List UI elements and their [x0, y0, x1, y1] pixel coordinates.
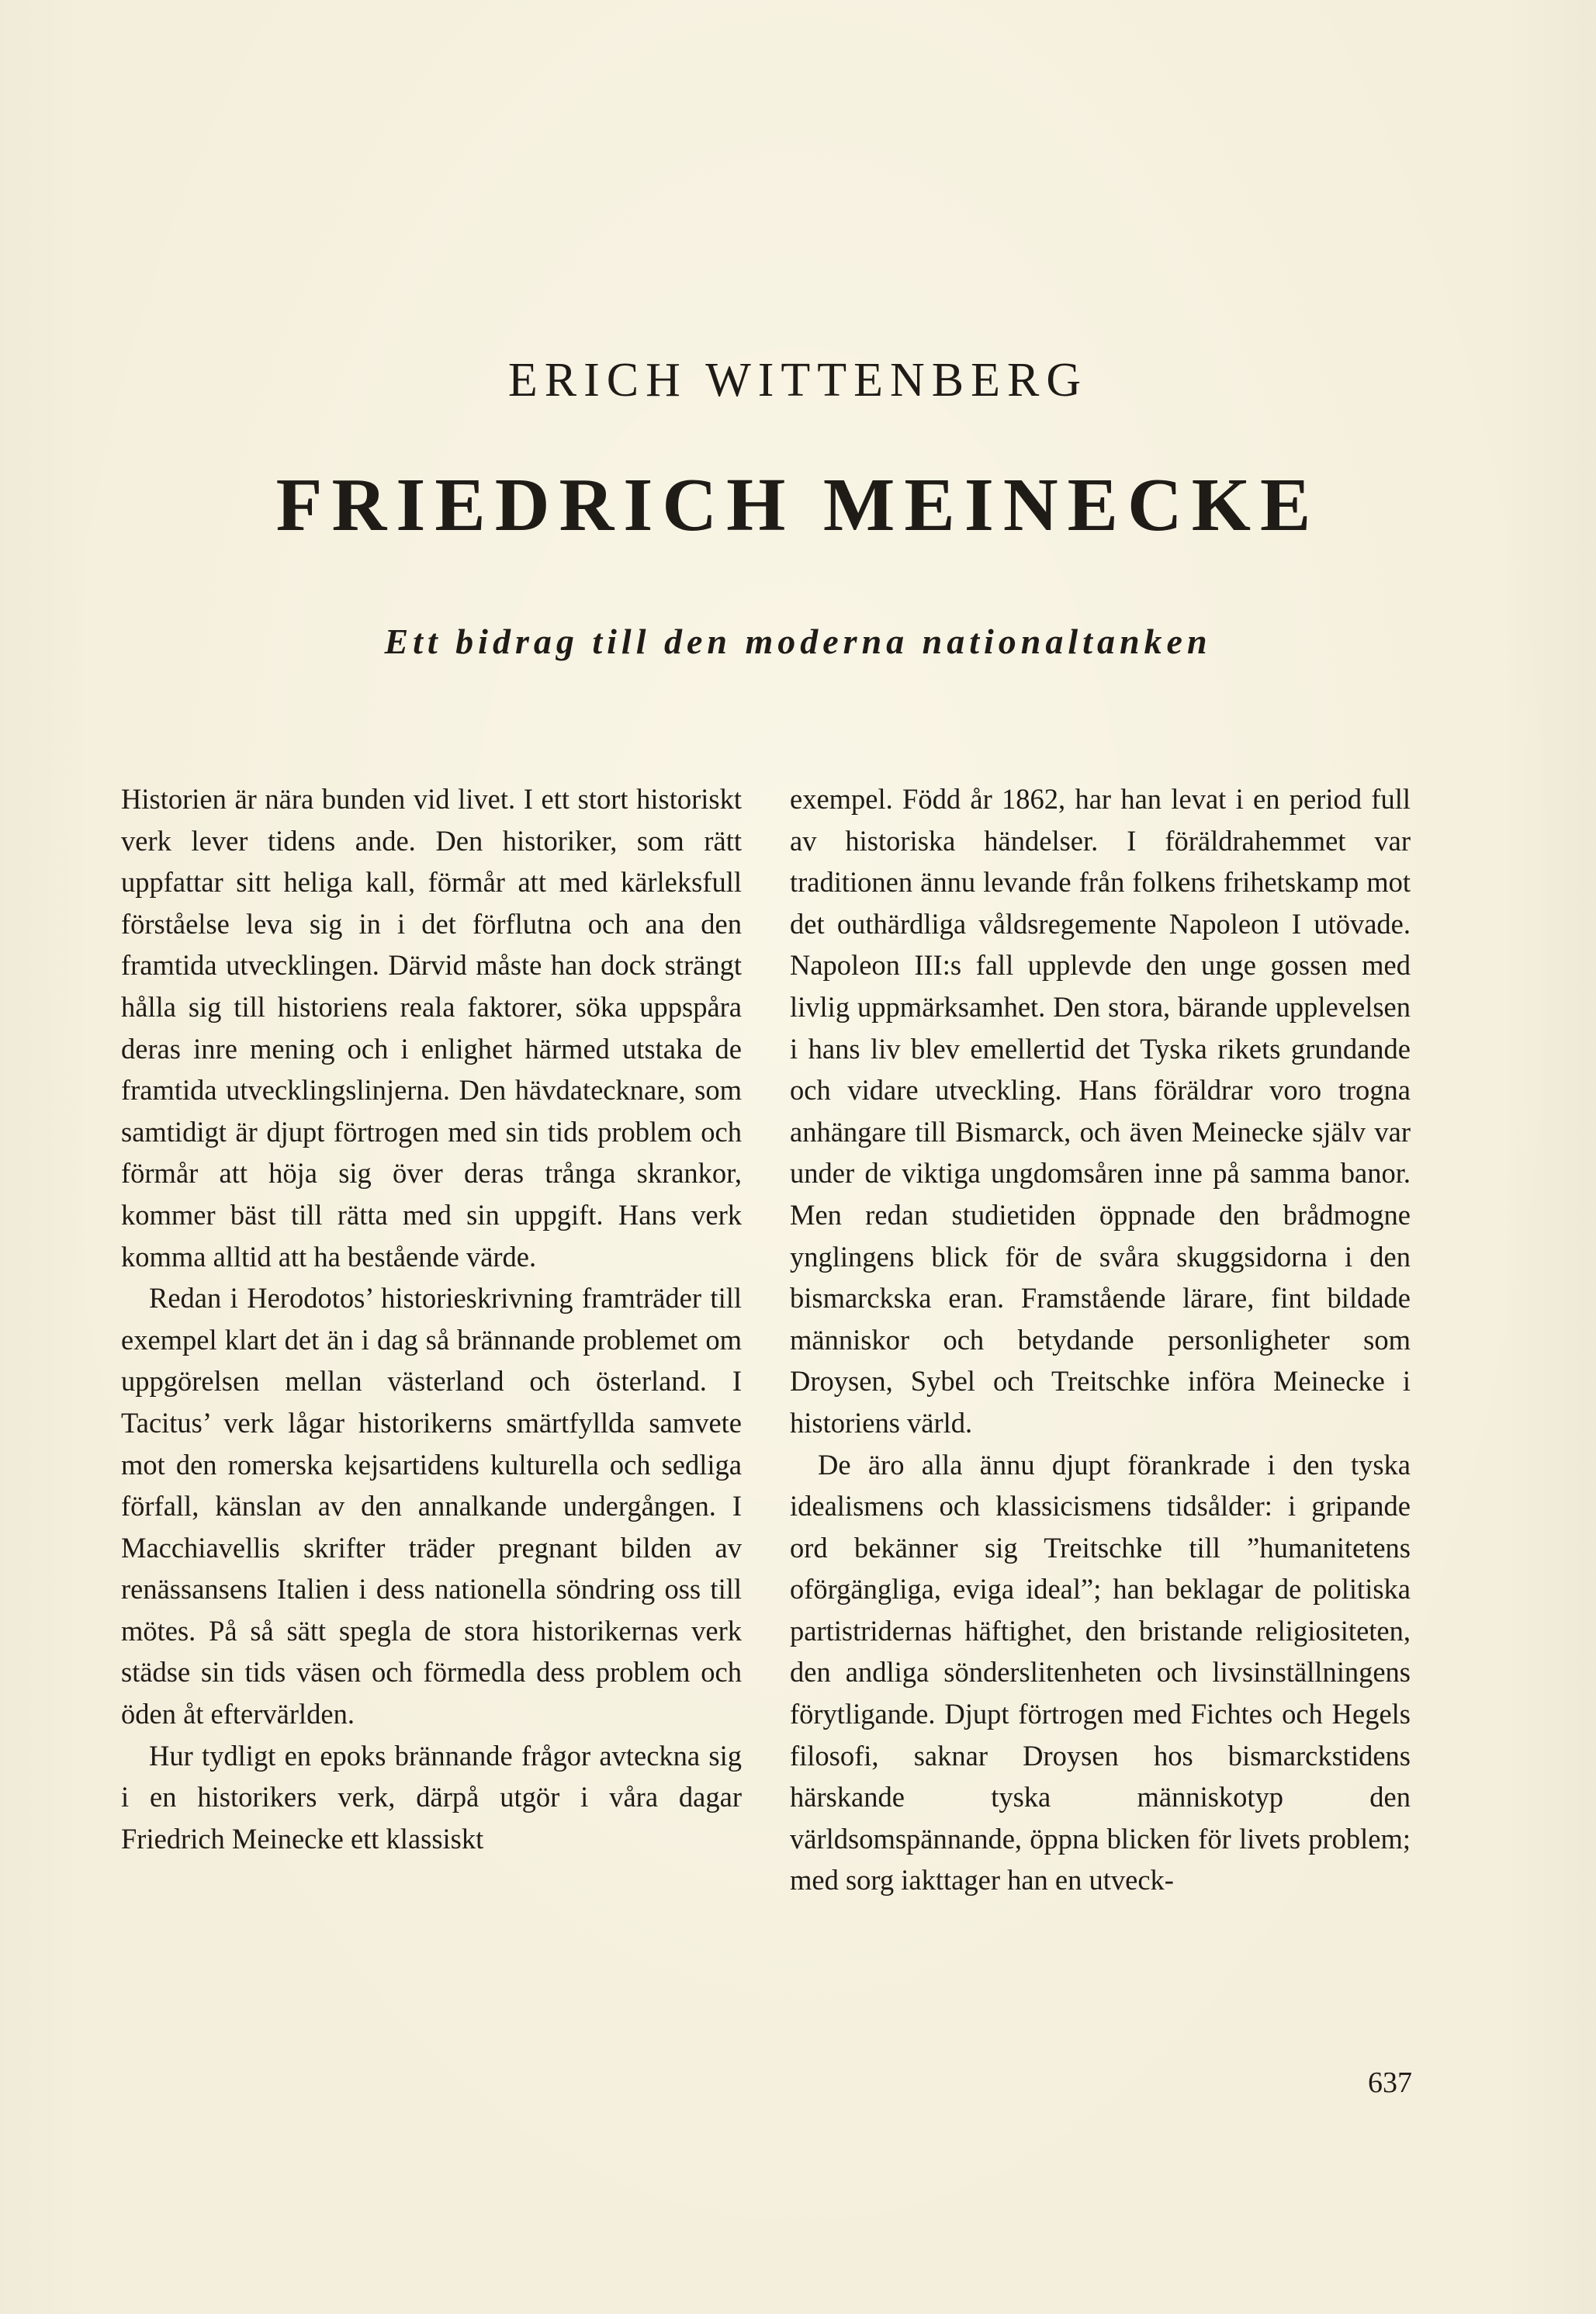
right-column [790, 778, 1411, 1901]
paragraph: De äro alla ännu djupt förankrade i den tyska idealismens och klassicismens tidsålder: i gripande ord bekänner sig Treitschke till ”humanitetens oförgängliga, eviga ideal”; han beklagar de politiska partistridernas häftighet, den bristande religiositeten, den andliga sönderslitenheten och livsinställningens förytligande. Djupt förtrogen med Fichtes och Hegels filosofi, saknar Droysen hos bismarckstidens härskande tyska människotyp den världsomspännande, öppna blicken för livets problem; med sorg iakttager han en utveck- [790, 1448, 1411, 1897]
article-title: FRIEDRICH MEINECKE [275, 463, 1321, 547]
author-name: ERICH WITTENBERG [507, 354, 1089, 407]
left-column [121, 778, 742, 1859]
page-number: 637 [1368, 2066, 1412, 2099]
article-subtitle: Ett bidrag till den moderna nationaltanken [384, 622, 1212, 661]
paragraph: Historien är nära bunden vid livet. I ett stort historiskt verk lever tidens ande. Den historiker, som rätt uppfattar sitt heliga kall, förmår att med kärleksfull förståelse leva sig in i det förflutna och ana den framtida utvecklingen. Därvid måste han dock strängt hålla sig till historiens reala faktorer, söka uppspåra deras inre mening och i enlighet härmed utstaka de framtida utvecklingslinjerna. Den hävdatecknare, som samtidigt är djupt förtrogen med sin tids problem och förmår att höja sig över deras trånga skrankor, kommer bäst till rätta med sin uppgift. Hans verk komma alltid att ha bestående värde. [121, 783, 742, 1273]
paragraph: Redan i Herodotos’ historieskrivning framträder till exempel klart det än i dag så brännande problemet om uppgörelsen mellan västerland och österland. I Tacitus’ verk lågar historikerns smärtfyllda samvete mot den romerska kejsartidens kulturella och sedliga förfall, känslan av den annalkande undergången. I Macchiavellis skrifter träder pregnant bilden av renässansens Italien i dess nationella söndring oss till mötes. På så sätt spegla de stora historikernas verk städse sin tids väsen och förmedla dess problem och öden åt eftervärlden. [121, 1282, 742, 1730]
paragraph: exempel. Född år 1862, har han levat i en period full av historiska händelser. I föräldrahemmet var traditionen ännu levande från folkens frihetskamp mot det outhärdliga våldsregemente Napoleon I utövade. Napoleon III:s fall upplevde den unge gossen med livlig uppmärksamhet. Den stora, bärande upplevelsen i hans liv blev emellertid det Tyska rikets grundande och vidare utveckling. Hans föräldrar voro trogna anhängare till Bismarck, och även Meinecke själv var under de viktiga ungdomsåren inne på samma banor. Men redan studietiden öppnade den brådmogne ynglingens blick för de svåra skuggsidorna i den bismarckska eran. Framstående lärare, fint bildade människor och betydande personligheter som Droysen, Sybel och Treitschke införa Meinecke i historiens värld. [790, 783, 1411, 1439]
paragraph: Hur tydligt en epoks brännande frågor avteckna sig i en historikers verk, därpå utgör i våra dagar Friedrich Meinecke ett klassiskt [121, 1739, 742, 1855]
